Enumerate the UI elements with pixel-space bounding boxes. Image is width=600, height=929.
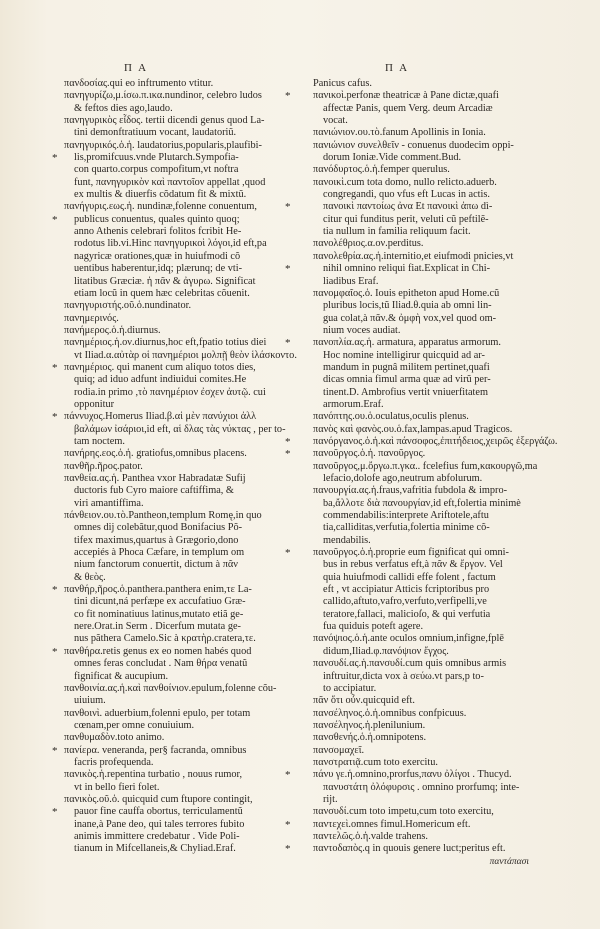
line-text: πανηγυριστής.οῦ.ὁ.nundinator. (64, 300, 192, 312)
text-line (54, 461, 286, 473)
line-text: con quarto.corpus compofitum,vt noftra (74, 164, 239, 176)
line-text: πανδοσίας.qui eo inftrumento vtitur. (64, 78, 214, 89)
line-text: πανηγυρικός.ὁ.ἡ. laudatorius,popularis,plaufibi- (64, 139, 262, 151)
line-text: & feftos dies ago,laudo. (74, 102, 173, 114)
text-line (303, 424, 535, 436)
text-line (303, 695, 535, 707)
line-text: πανόργανος.ὁ.ἡ.καὶ πάνσοφος,ἐπιτήδειος,χειρῶς ἐξεργάζω. (313, 435, 558, 447)
line-text: πανολεθρία.ας.ἡ.internitio,et eiufmodi pnicies,vt (313, 250, 514, 262)
running-header-left: Π Α (124, 62, 149, 74)
line-text: cœnam,per omne conuiuium. (74, 719, 195, 731)
line-text: dicas omnia fimul arma quæ ad virũ per- (323, 374, 491, 386)
line-text: πανσέληνος.ὁ.ἡ.omnibus confpicuus. (313, 707, 467, 719)
text-line (54, 189, 286, 201)
line-text: πανθῆρ.ῆρος.pator. (64, 460, 143, 472)
text-line (303, 177, 535, 189)
text-line (54, 683, 286, 695)
line-text: citur qui funditus perit, veluti cũ peftilẽ- (323, 213, 489, 225)
text-line (285, 337, 535, 350)
text-line (285, 769, 535, 782)
line-text: quia huiufmodi callidi effe folent , factum (323, 571, 496, 583)
line-text: didum,Iliad.φ.πανόψιον ἔγχος. (323, 645, 449, 657)
text-line (303, 794, 535, 806)
text-line (54, 374, 286, 386)
asterisk-marker-icon: * (285, 818, 291, 831)
line-text: vt in bello fieri folet. (74, 781, 160, 793)
asterisk-marker-icon: * (52, 806, 58, 819)
text-line (303, 720, 535, 732)
line-text: dorum Ioniæ.Vide comment.Bud. (323, 152, 462, 164)
line-text: bus in rebus verfatus eft,à πᾶν & ἔργον. Vel (323, 559, 503, 571)
line-text: lefacio,dolofe ago,neutrum abfolurum. (323, 473, 483, 484)
line-text: publicus conuentus, quales quinto quoq; (74, 213, 240, 225)
text-line (54, 547, 286, 559)
line-text: πανικοὶ.perfonæ theatricæ à Pane dictæ,quafi (313, 90, 499, 102)
line-text: πάνυ γε.ἡ.omnino,prorfus,πανυ ὀλίγοι . Thucyd. (313, 769, 512, 781)
asterisk-marker-icon: * (285, 843, 291, 856)
line-text: co fit nominatiuus latinus,mutato etiã ge- (74, 608, 244, 620)
text-line (54, 300, 286, 312)
line-text: to accipiatur. (323, 682, 377, 694)
line-text: eft , vt accipiatur Atticis fcriptoribus pro (323, 584, 490, 596)
text-line (303, 189, 535, 201)
line-text: nihil omnino reliqui fiat.Explicat in Chi- (323, 263, 491, 275)
text-line (54, 522, 286, 534)
text-line (54, 201, 286, 213)
text-line (54, 609, 286, 621)
line-text: πανημέριος.ἡ.ον.diurnus,hoc eft,fpatio totius diei (64, 337, 267, 349)
line-text: tinent.D. Ambrofius vertit vniuerfitatem (323, 386, 489, 398)
line-text: πανιώνιον συνελθεῖν - conuenus duodecim oppi- (313, 139, 514, 151)
line-text: πανθυμαδὸν.toto animo. (64, 732, 165, 744)
line-text: liadibus Eraf. (323, 275, 379, 287)
line-text: anno Athenis celebrari folitos fcribit He- (74, 226, 242, 238)
text-line (54, 720, 286, 732)
asterisk-marker-icon: * (52, 152, 58, 165)
line-text: lis,promifcuus.vnde Plutarch.Sympofia- (74, 152, 239, 164)
text-line (303, 374, 535, 386)
text-line (54, 78, 286, 90)
text-line (285, 201, 535, 214)
line-text: πανηγυρικὸς εἶδος. tertii dicendi genus quod La- (64, 115, 265, 127)
line-text: nere.Orat.in Serm . Dicerfum mutata ge- (74, 621, 241, 633)
text-line (303, 646, 535, 658)
text-line (303, 140, 535, 152)
text-line (303, 214, 535, 226)
text-line (303, 411, 535, 423)
line-text: πάννυχος.Homerus Iliad.β.αἱ μὲν πανύχιοι ἀλλ (64, 411, 257, 423)
text-line (303, 510, 535, 522)
line-text: παντοδαπὸς.q in quouis genere luct;peritus eft. (313, 843, 506, 855)
line-text: πανοικὶ.cum tota domo, nullo relicto.aduerb. (313, 176, 497, 188)
text-line (54, 559, 286, 571)
line-text: ex multis & diuerfis cõdatum fit & mixtũ. (74, 189, 247, 201)
line-text: etiam locũ in quem hæc celebritas cõuenit. (74, 287, 250, 299)
text-line (303, 708, 535, 720)
line-text: πᾶν ὅτι οὖν.quicquid eft. (313, 695, 415, 707)
text-line (303, 745, 535, 757)
line-text: inftruitur,dicta vox à σεύω.vt pars,p to- (323, 670, 484, 682)
line-text: nium fanctorum conuertit, dictum à πᾶν (74, 559, 238, 571)
line-text: tia,calliditas,verfutia,folertia minime cõ- (323, 522, 490, 534)
text-line (54, 695, 286, 707)
line-text: tianum in Mifcellaneis,& Chyliad.Eraf. (74, 843, 236, 855)
line-text: rijt. (323, 793, 338, 805)
text-line (54, 177, 286, 189)
text-line (54, 498, 286, 510)
text-line (303, 276, 535, 288)
line-text: fua quiduis poteft agere. (323, 621, 424, 633)
text-line (54, 288, 286, 300)
text-line (303, 387, 535, 399)
line-text: funt, πανηγυρικὸν καὶ παντοῖον appellat ,quod (74, 176, 266, 188)
text-line (54, 436, 286, 448)
text-line (54, 337, 286, 349)
line-text: fignificat & aucupium. (74, 670, 169, 682)
text-line (285, 818, 535, 831)
line-text: litatibus Græciæ. ἡ πᾶν & ἀγυρω. Significat (74, 275, 256, 287)
text-line (285, 90, 535, 103)
text-line (303, 559, 535, 571)
text-line (54, 794, 286, 806)
text-line (285, 435, 558, 448)
line-text: παντελῶς.ὁ.ἡ.valde trahens. (313, 830, 428, 842)
text-line (54, 362, 286, 374)
line-text: nus pãthera Camelo.Sic à κρατὴρ.cratera,τε. (74, 633, 256, 645)
line-text: viri amantiffima. (74, 497, 144, 509)
catchword (303, 856, 535, 868)
text-line (303, 325, 535, 337)
text-line (303, 757, 535, 769)
line-text: πανοπλία.ας.ἡ. armatura, apparatus armorum. (313, 337, 501, 349)
text-line (54, 325, 286, 337)
line-text: pluribus locis,tũ Iliad.θ.quia ab omni lin- (323, 300, 492, 312)
line-text: πανθεία.ας.ἡ. Panthea vxor Habradatæ Sufij (64, 473, 246, 484)
text-line (54, 115, 286, 127)
line-text: mendabilis. (323, 534, 371, 546)
text-line (303, 350, 535, 362)
line-text: accepiés à Phoca Cæfare, in templum om (74, 547, 245, 559)
line-text: παντεχεὶ.omnes fimul.Homericum eft. (313, 818, 471, 830)
text-line (303, 806, 535, 818)
text-line (303, 609, 535, 621)
asterisk-marker-icon: * (285, 769, 291, 782)
asterisk-marker-icon: * (285, 435, 291, 448)
text-line (54, 127, 286, 139)
line-text: πανοῦργος.ὁ.ἡ.proprie eum fignificat qui omni- (313, 547, 509, 559)
text-line (303, 473, 535, 485)
text-line (303, 683, 535, 695)
line-text: ductoris fub Cyro maiore caftiffima, & (74, 485, 234, 497)
line-text: παντάπασι (489, 856, 529, 867)
text-line (54, 399, 286, 411)
line-text: πανοῦργος.ὁ.ἡ. πανοῦργος. (313, 448, 426, 460)
line-text: πανοικὶ παντοίως ἀνα Et πανοικὶ ἀπω dì- (323, 201, 493, 213)
line-text: uentibus haberentur,idq; plærunq; de vti- (74, 263, 243, 275)
text-line (54, 152, 286, 164)
text-line (285, 448, 535, 461)
line-text: πανστρατιᾷ.cum toto exercitu. (313, 756, 438, 768)
line-text: πανοῦργος,μ.ὄργω.π.γκα.. fcelefius fum,κακουργῶ,ma (313, 460, 538, 472)
line-text: πανολέθριος.α.ον.perditus. (313, 238, 424, 250)
text-line (303, 362, 535, 374)
line-text: πανόψιος.ὁ.ἡ.ante oculos omnium,infigne,fplē (313, 633, 504, 645)
line-text: πανθήρα.retis genus ex eo nomen habés quod (64, 645, 252, 657)
text-line (54, 387, 286, 399)
text-line (54, 584, 286, 596)
text-line (54, 535, 286, 547)
line-text: tini dicunt,ná perfæpe ex accufatiuo Græ- (74, 596, 246, 608)
text-line (303, 658, 535, 670)
line-text: uiuium. (74, 695, 106, 707)
line-text: πανουργία.ας.ἡ.fraus,vafritia fubdola & impro- (313, 485, 508, 497)
text-line (54, 843, 286, 855)
line-text: omnes dij colebãtur,quod Bonifacius Põ- (74, 522, 243, 534)
line-text: teratore,fallaci, malicioſo, & qui verfutia (323, 608, 491, 620)
line-text: callido,aftuto,vafro,verfuto,verfipelli,ve (323, 596, 487, 608)
text-line (54, 485, 286, 497)
text-line (54, 769, 286, 781)
text-line (303, 127, 535, 139)
text-line (303, 300, 535, 312)
asterisk-marker-icon: * (285, 263, 291, 276)
line-text: mandum in pugnâ militem pertinet,quafi (323, 361, 490, 373)
line-text: congregandi, quo vfus eft Lucas in actis. (323, 189, 490, 201)
text-line (54, 276, 286, 288)
text-line (303, 633, 535, 645)
text-line (54, 732, 286, 744)
line-text: affectæ Panis, quem Verg. deum Arcadiæ (323, 102, 493, 114)
line-text: πανίερα. veneranda, per§ facranda, omnibus (64, 744, 247, 756)
text-line (54, 411, 286, 423)
text-line (54, 745, 286, 757)
line-text: animis immittere credebatur . Vide Poli- (74, 830, 240, 842)
text-line (54, 424, 286, 436)
line-text: tam noctem. (74, 435, 125, 447)
line-text: πανικὸς.ἡ.repentina turbatio , nouus rumor, (64, 769, 243, 781)
line-text: πανσυδί.cum toto impetu,cum toto exercitu, (313, 806, 494, 818)
text-line (303, 164, 535, 176)
line-text: nium voces audiat. (323, 324, 401, 336)
asterisk-marker-icon: * (285, 547, 291, 560)
asterisk-marker-icon: * (285, 448, 291, 461)
line-text: πάνθειον.ου.τὸ.Pantheon,templum Romę,in quo (64, 510, 262, 522)
line-text: Hoc nomine intelligirur quicquid ad ar- (323, 349, 485, 361)
text-line (303, 596, 535, 608)
text-line (54, 831, 286, 843)
text-line (54, 90, 286, 102)
line-text: vt Iliad.α.αὐτὰρ οἱ πανημέριοι μολπῇ θεὸν ἱλάσκοντο. (74, 349, 297, 361)
asterisk-marker-icon: * (285, 90, 291, 103)
text-line (54, 103, 286, 115)
text-line (54, 646, 286, 658)
line-text: gua colat,à πᾶν.& ὀμφὴ vox,vel quod om- (323, 312, 497, 324)
asterisk-marker-icon: * (52, 744, 58, 757)
text-line (303, 831, 535, 843)
text-line (54, 621, 286, 633)
text-line (285, 547, 535, 560)
line-text: πανημερινός. (64, 312, 119, 324)
text-line (303, 522, 535, 534)
asterisk-marker-icon: * (52, 361, 58, 374)
line-text: πανθοινὶ. aduerbium,folenni epulo, per totam (64, 707, 251, 719)
text-line (54, 140, 286, 152)
text-line (54, 164, 286, 176)
text-line (54, 214, 286, 226)
text-line (54, 473, 286, 485)
text-line (54, 671, 286, 683)
line-text: opponitur (74, 398, 115, 410)
line-text: inane,à Pane deo, qui tales terrores fubito (74, 818, 245, 830)
line-text: nagyricæ orationes,quæ in huiufmodi cõ (74, 250, 241, 262)
line-text: πανσομαχεῖ. (313, 744, 365, 756)
line-text: commendabilis:interprete Ariftotele,aftu (323, 510, 489, 522)
text-line (303, 115, 535, 127)
text-line (303, 621, 535, 633)
text-line (303, 103, 535, 115)
text-line (54, 572, 286, 584)
line-text: πανσέληνος.ἡ.plenilunium. (313, 719, 426, 731)
line-text: πανήμερος.ὁ.ἡ.diurnus. (64, 324, 161, 336)
asterisk-marker-icon: * (52, 213, 58, 226)
asterisk-marker-icon: * (285, 201, 291, 214)
line-text: Panicus cafus. (313, 78, 372, 89)
asterisk-marker-icon: * (285, 337, 291, 350)
running-header-right: Π Α (385, 62, 410, 74)
text-line (54, 757, 286, 769)
line-text: facris profequenda. (74, 756, 154, 768)
text-line (54, 263, 286, 275)
text-line (54, 782, 286, 794)
line-text: armorum.Eraf. (323, 398, 384, 410)
line-text: πανήγυρις.εως.ἡ. nundinæ,folenne conuentum, (64, 201, 257, 213)
line-text: vocat. (323, 115, 348, 127)
line-text: rodotus lib.vi.Hinc πανηγυρικοὶ λόγοι,id eft,pa (74, 238, 267, 250)
text-line (54, 226, 286, 238)
text-line (303, 226, 535, 238)
line-text: pauor fine cauffa obortus, terriculamentũ (74, 806, 243, 818)
text-line (54, 313, 286, 325)
line-text: & θεὸς. (74, 571, 106, 583)
text-line (303, 498, 535, 510)
right-column (285, 78, 558, 868)
text-line (54, 448, 286, 460)
line-text: πανόδυρτος.ὁ.ἡ.femper querulus. (313, 164, 450, 176)
text-line (303, 152, 535, 164)
text-line (303, 251, 535, 263)
line-text: πανυστάτη ὀλόφυρσις . omnino prorfumq; inte- (323, 781, 520, 793)
line-text: πανσυδί.ας.ἡ.πανσυδί.cum quis omnibus armis (313, 658, 507, 670)
text-line (303, 572, 535, 584)
text-line (54, 349, 297, 362)
line-text: rodia.in primo ,τὸ πανημέριον ἐσχεν ἀυτῷ. cui (74, 386, 266, 398)
asterisk-marker-icon: * (52, 584, 58, 597)
asterisk-marker-icon: * (52, 645, 58, 658)
line-text: tini demonftratiuum vocant, laudatoriũ. (74, 127, 237, 139)
text-line (54, 658, 286, 670)
text-line (54, 251, 286, 263)
text-line (303, 732, 535, 744)
text-line (54, 708, 286, 720)
asterisk-marker-icon: * (52, 411, 58, 424)
text-line (54, 819, 286, 831)
text-line (303, 399, 535, 411)
text-line (303, 782, 535, 794)
text-line (54, 510, 286, 522)
line-text: πανθήρ,ῆρος.ὁ.panthera.panthera enim,τε La- (64, 584, 252, 596)
line-text: tifex maximus,quartus à Grægorio,dono (74, 534, 239, 546)
line-text: quiq; ad iduo adfunt indiuidui comites.He (74, 374, 247, 386)
text-line (54, 806, 286, 818)
line-text: πανηγυρίζω,μ.ίσω.π.ικα.nundinor, celebro ludos (64, 90, 262, 102)
line-text: omnes feras concludat . Nam θήρα venatũ (74, 658, 248, 670)
line-text: πανὸς καὶ φανὸς.ου.ὁ.fax,lampas.apud Tragicos. (313, 423, 513, 435)
line-text: tia nullum in familia reliquum facit. (323, 226, 471, 238)
line-text: πανόπτης.ου.ὁ.oculatus,oculis plenus. (313, 411, 469, 423)
text-line (303, 584, 535, 596)
line-text: πανημέριος. qui manent cum aliquo totos dies, (64, 361, 256, 373)
line-text: πανήρης.εος.ὁ.ἡ. gratiofus,omnibus placens. (64, 448, 247, 460)
text-line (303, 78, 535, 90)
line-text: πανικὸς.οῦ.ὁ. quicquid cum ftupore contingit, (64, 793, 253, 805)
text-line (303, 313, 535, 325)
text-line (54, 596, 286, 608)
text-line (303, 460, 538, 473)
line-text: πανιώνιον.ου.τὸ.fanum Apollinis in Ionia. (313, 127, 486, 139)
line-text: πανσθενής.ὁ.ἡ.omnipotens. (313, 732, 427, 744)
text-line (303, 238, 535, 250)
text-line (285, 843, 535, 856)
left-column (52, 78, 297, 856)
text-line (285, 263, 535, 276)
text-line (303, 485, 535, 497)
line-text: βαλάμων ἰσάριοι,id eft, αἱ δλας τὰς νύκτας , per to- (74, 423, 286, 435)
text-line (303, 288, 535, 300)
text-line (54, 633, 286, 645)
line-text: πανθοινία.ας.ἡ.καὶ πανθοίνιον.epulum,folenne cõu- (64, 682, 277, 694)
text-line (303, 535, 535, 547)
line-text: ba,ἄλλοτε διὰ πανουργίαν,id eft,folertia minimè (323, 497, 521, 509)
line-text: πανομφαῖος.ὁ. Iouis epitheton apud Home.cũ (313, 287, 500, 299)
text-line (303, 671, 535, 683)
text-line (54, 238, 286, 250)
